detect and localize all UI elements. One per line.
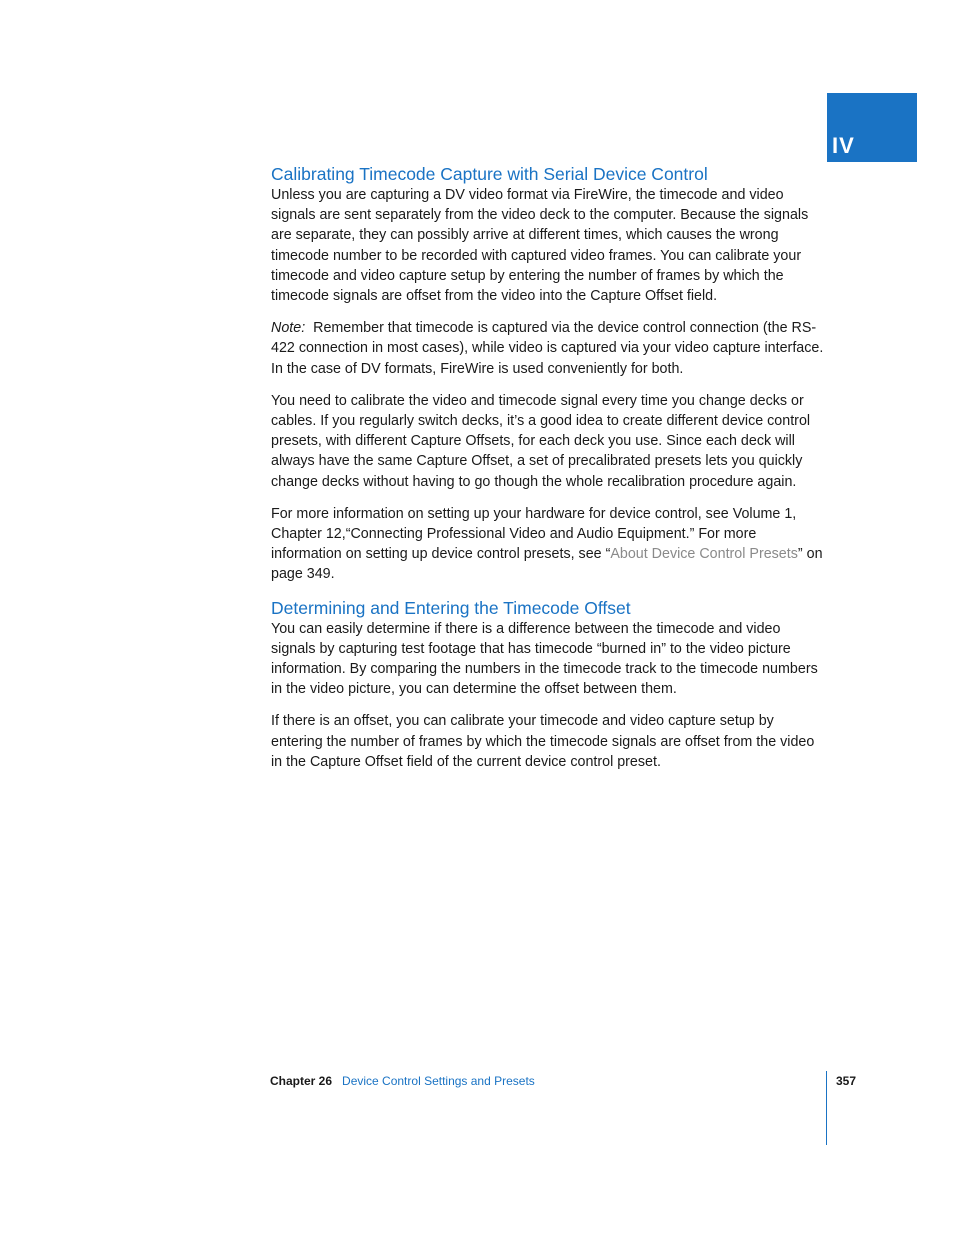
page-number: 357 (836, 1074, 857, 1088)
footer-chapter-title: Device Control Settings and Presets (342, 1074, 535, 1088)
paragraph: You need to calibrate the video and timecode signal every time you change decks or cables. If you regularly switch decks, it’s a good idea to create different device control presets, with different Capture Offsets, for each deck you use. Since each deck will always have the same Capture Offset, a set of precalibrated presets lets you quickly change decks without having to go though the whole recalibration procedure again. (271, 392, 811, 490)
footer-chapter: Chapter 26 (270, 1074, 333, 1088)
xref-paragraph (271, 504, 827, 585)
paragraph: If there is an offset, you can calibrate your timecode and video capture setup by entering the number of frames by which the timecode signals are offset from the video in the Capture Offset field of the current device control preset. (271, 713, 815, 770)
note-paragraph (271, 318, 827, 379)
page-footer (270, 1073, 535, 1089)
xref-text-after: ” on page 349. (271, 546, 823, 583)
section-heading-determining: Determining and Entering the Timecode Offset (271, 597, 631, 618)
note-label: Note: (271, 320, 306, 337)
footer-divider (826, 1071, 827, 1145)
part-tab (827, 93, 917, 162)
page-content (271, 163, 827, 772)
paragraph: You can easily determine if there is a difference between the timecode and video signals by capturing test footage that has timecode “burned in” to the video picture information. By comparing the numbers in the timecode track to the timecode numbers in the video picture, you can determine the offset between them. (271, 620, 818, 698)
paragraph: Unless you are capturing a DV video format via FireWire, the timecode and video signals are sent separately from the video deck to the computer. Because the signals are separate, they can possibly arrive at different times, which causes the wrong timecode number to be recorded with captured video frames. You can calibrate your timecode and video capture setup by entering the number of frames by which the timecode signals are offset from the video into the Capture Offset field. (271, 187, 809, 305)
xref-text-before: For more information on setting up your hardware for device control, see Volume 1, Chapter 12,“Connecting Professional Video and Audio Equipment.” For more information on setting up device control presets, see “ (271, 505, 797, 563)
note-text: Remember that timecode is captured via the device control connection (the RS-422 connection in most cases), while video is captured via your video capture interface. In the case of DV formats, FireWire is used conveniently for both. (271, 320, 824, 377)
section-heading-calibrating: Calibrating Timecode Capture with Serial Device Control (271, 164, 708, 184)
cross-reference-link[interactable]: About Device Control Presets (610, 546, 798, 563)
part-tab-label: IV (832, 133, 855, 158)
